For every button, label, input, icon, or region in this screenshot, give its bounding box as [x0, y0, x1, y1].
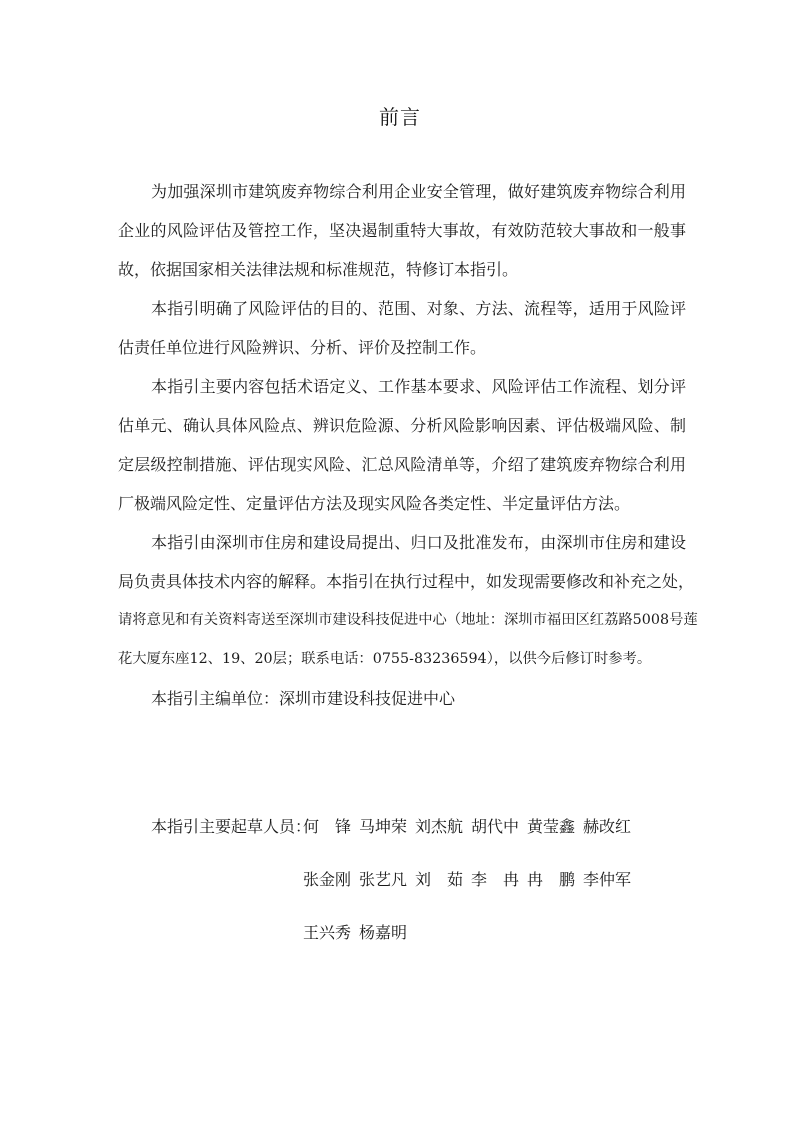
drafter-name: 张艺凡	[359, 870, 408, 889]
page-title: 前言	[379, 105, 421, 129]
paragraph-editor-unit	[118, 679, 686, 718]
drafters-row	[151, 853, 691, 906]
text-line: 本指引由深圳市住房和建设局提出、归口及批准发布，由深圳市住房和建设	[151, 533, 686, 552]
text-line: 定层级控制措施、评估现实风险、汇总风险清单等，介绍了建筑废弃物综合利用	[118, 455, 686, 474]
paragraph-purpose	[118, 172, 686, 289]
drafter-name: 李 冉	[471, 870, 520, 889]
text-line: 花大厦东座12、19、20层；联系电话：0755-83236594），以供今后修订时参考。	[118, 651, 652, 667]
preface-body	[118, 172, 698, 718]
drafters-row	[151, 906, 691, 959]
text-line: 故，依据国家相关法律法规和标准规范，特修订本指引。	[118, 260, 519, 279]
text-line: 本指引主要内容包括术语定义、工作基本要求、风险评估工作流程、划分评	[151, 377, 686, 396]
drafter-name: 刘 茹	[415, 870, 464, 889]
text-line: 本指引主编单位：深圳市建设科技促进中心	[151, 689, 456, 708]
text-line: 本指引明确了风险评估的目的、范围、对象、方法、流程等，适用于风险评	[151, 299, 686, 318]
drafter-name: 李仲军	[583, 870, 632, 889]
drafter-name: 刘杰航	[415, 817, 464, 836]
text-line: 请将意见和有关资料寄送至深圳市建设科技促进中心（地址：深圳市福田区红荔路5008号莲	[118, 612, 698, 628]
drafter-name: 何 锋	[303, 817, 352, 836]
drafter-name: 赫改红	[583, 817, 632, 836]
text-line: 估责任单位进行风险辨识、分析、评价及控制工作。	[118, 338, 487, 357]
drafters-row	[151, 800, 691, 853]
drafter-name: 黄莹鑫	[527, 817, 576, 836]
paragraph-authority	[118, 523, 698, 679]
paragraph-scope	[118, 289, 686, 367]
drafters-list	[151, 800, 691, 959]
drafter-name: 冉 鹏	[527, 870, 576, 889]
text-line: 为加强深圳市建筑废弃物综合利用企业安全管理，做好建筑废弃物综合利用	[151, 182, 686, 201]
text-line: 局负责具体技术内容的解释。本指引在执行过程中，如发现需要修改和补充之处，	[118, 572, 695, 591]
drafter-name: 胡代中	[471, 817, 520, 836]
text-line: 厂极端风险定性、定量评估方法及现实风险各类定性、半定量评估方法。	[118, 494, 631, 513]
paragraph-contents	[118, 367, 686, 523]
text-line: 估单元、确认具体风险点、辨识危险源、分析风险影响因素、评估极端风险、制	[118, 416, 686, 435]
text-line: 企业的风险评估及管控工作，坚决遏制重特大事故，有效防范较大事故和一般事	[118, 221, 686, 240]
drafters-label: 本指引主要起草人员：	[151, 817, 312, 836]
drafter-name: 杨嘉明	[359, 923, 408, 942]
drafter-name: 张金刚	[303, 870, 352, 889]
drafter-name: 马坤荣	[359, 817, 408, 836]
drafter-name: 王兴秀	[303, 923, 352, 942]
